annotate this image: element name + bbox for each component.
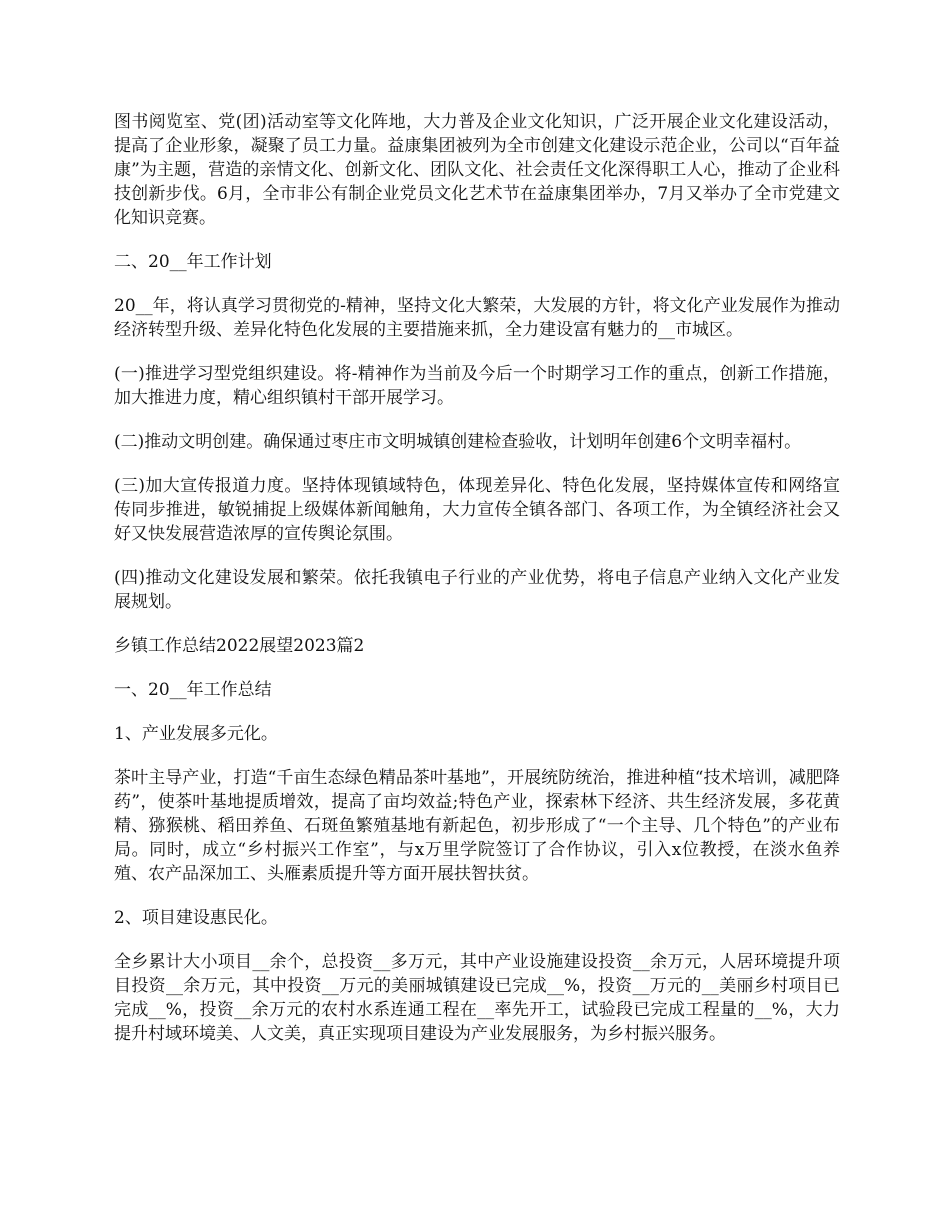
paragraph-plan-item-3: (三)加大宣传报道力度。坚持体现镇域特色，体现差异化、特色化发展，坚持媒体宣传和网络宣传同步推进，敏锐捕捉上级媒体新闻触角，大力宣传全镇各部门、各项工作，为全镇经济社会又好又快发展营造浓厚的宣传舆论氛围。 <box>114 476 840 544</box>
heading-work-plan: 二、20__年工作计划 <box>114 252 272 272</box>
paragraph-project-construction: 全乡累计大小项目__余个，总投资__多万元，其中产业设施建设投资__余万元，人居环境提升项目投资__余万元，其中投资__万元的美丽城镇建设已完成__%，投资__万元的__美丽乡村项目已完成__%，投资__余万元的农村水系连通工程在__率先开工，试验段已完成工程量的__%，大力提升村域环境美、人文美，真正实现项目建设为产业发展服务，为乡村振兴服务。 <box>114 952 840 1044</box>
heading-work-summary: 一、20__年工作总结 <box>114 680 272 700</box>
heading-project-construction: 2、项目建设惠民化。 <box>114 908 278 928</box>
document-page <box>114 110 840 1066</box>
article-title-part-2: 乡镇工作总结2022展望2023篇2 <box>114 636 365 656</box>
heading-industry-development: 1、产业发展多元化。 <box>114 724 278 744</box>
paragraph-cultural-facilities: 图书阅览室、党(团)活动室等文化阵地，大力普及企业文化知识，广泛开展企业文化建设活动，提高了企业形象，凝聚了员工力量。益康集团被列为全市创建文化建设示范企业，公司以“百年益康”为主题，营造的亲情文化、创新文化、团队文化、社会责任文化深得职工人心，推动了企业科技创新步伐。6月，全市非公有制企业党员文化艺术节在益康集团举办，7月又举办了全市党建文化知识竞赛。 <box>114 112 840 228</box>
paragraph-plan-item-2: (二)推动文明创建。确保通过枣庄市文明城镇创建检查验收，计划明年创建6个文明幸福村。 <box>114 432 802 452</box>
paragraph-plan-intro: 20__年，将认真学习贯彻党的-精神，坚持文化大繁荣，大发展的方针，将文化产业发展作为推动经济转型升级、差异化特色化发展的主要措施来抓，全力建设富有魅力的__市城区。 <box>114 296 840 340</box>
paragraph-plan-item-4: (四)推动文化建设发展和繁荣。依托我镇电子行业的产业优势，将电子信息产业纳入文化产业发展规划。 <box>114 568 840 612</box>
paragraph-industry-development: 茶叶主导产业，打造“千亩生态绿色精品茶叶基地”，开展统防统治，推进种植“技术培训，减肥降药”，使茶叶基地提质增效，提高了亩均效益;特色产业，探索林下经济、共生经济发展，多花黄精、猕猴桃、稻田养鱼、石斑鱼繁殖基地有新起色，初步形成了“一个主导、几个特色”的产业布局。同时，成立“乡村振兴工作室”，与x万里学院签订了合作协议，引入x位教授，在淡水鱼养殖、农产品深加工、头雁素质提升等方面开展扶智扶贫。 <box>114 768 840 884</box>
paragraph-plan-item-1: (一)推进学习型党组织建设。将-精神作为当前及今后一个时期学习工作的重点，创新工作措施，加大推进力度，精心组织镇村干部开展学习。 <box>114 364 840 408</box>
